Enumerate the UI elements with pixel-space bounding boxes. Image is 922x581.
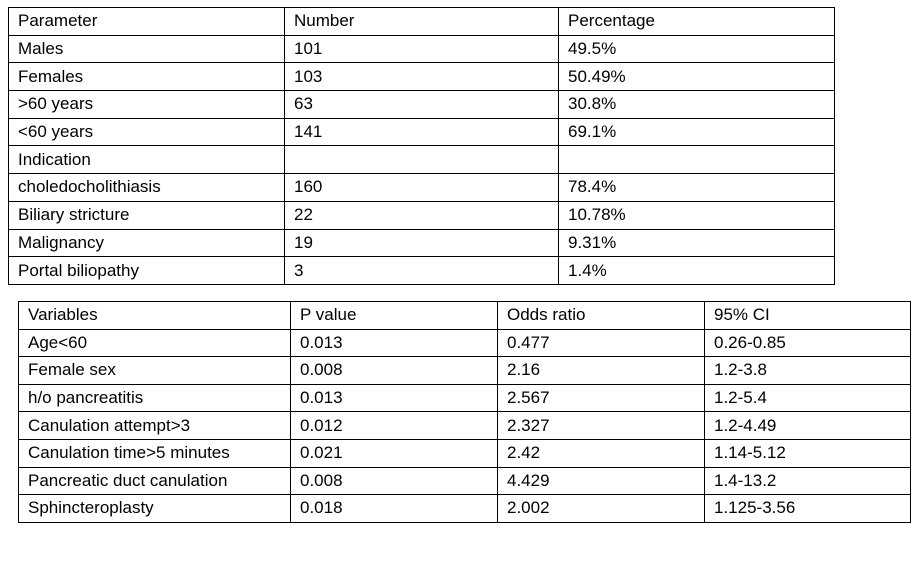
table-cell: 50.49% xyxy=(559,63,835,91)
table-row xyxy=(9,63,835,91)
table-cell: 69.1% xyxy=(559,118,835,146)
table-cell: 1.125-3.56 xyxy=(705,495,911,523)
table-row xyxy=(19,329,911,357)
table-cell: Biliary stricture xyxy=(9,201,285,229)
table-cell: 0.008 xyxy=(291,467,498,495)
table-header-row xyxy=(19,302,911,330)
table-row xyxy=(19,412,911,440)
table-cell: 19 xyxy=(285,229,559,257)
header-cell: 95% CI xyxy=(705,302,911,330)
table-row xyxy=(19,357,911,385)
table-cell: 101 xyxy=(285,35,559,63)
demographics-table xyxy=(8,7,835,285)
table-cell xyxy=(285,146,559,174)
table-cell: Canulation attempt>3 xyxy=(19,412,291,440)
table-row xyxy=(19,467,911,495)
table-cell: Female sex xyxy=(19,357,291,385)
table-cell: Sphincteroplasty xyxy=(19,495,291,523)
table-cell: 141 xyxy=(285,118,559,146)
table-row xyxy=(9,118,835,146)
table-row xyxy=(9,91,835,119)
table-cell: 2.567 xyxy=(498,384,705,412)
table-cell: Males xyxy=(9,35,285,63)
table-row xyxy=(9,174,835,202)
table-cell: 63 xyxy=(285,91,559,119)
table-cell: >60 years xyxy=(9,91,285,119)
table-cell: 0.013 xyxy=(291,384,498,412)
table-cell: 103 xyxy=(285,63,559,91)
header-cell: Odds ratio xyxy=(498,302,705,330)
table-cell: 0.008 xyxy=(291,357,498,385)
table-row xyxy=(9,229,835,257)
table-cell: <60 years xyxy=(9,118,285,146)
table-cell: Portal biliopathy xyxy=(9,257,285,285)
table-cell: Indication xyxy=(9,146,285,174)
header-cell: Parameter xyxy=(9,8,285,36)
table-cell: 1.4-13.2 xyxy=(705,467,911,495)
table-cell: 22 xyxy=(285,201,559,229)
table-cell: 1.14-5.12 xyxy=(705,439,911,467)
header-cell: Number xyxy=(285,8,559,36)
table-cell: 0.477 xyxy=(498,329,705,357)
table-cell: 160 xyxy=(285,174,559,202)
table-cell: 1.2-5.4 xyxy=(705,384,911,412)
table-row xyxy=(19,495,911,523)
table-row xyxy=(9,35,835,63)
table-row xyxy=(19,384,911,412)
table-cell: Pancreatic duct canulation xyxy=(19,467,291,495)
table-row xyxy=(9,201,835,229)
table-row xyxy=(19,439,911,467)
table-cell: 2.42 xyxy=(498,439,705,467)
table-cell: Females xyxy=(9,63,285,91)
table-row xyxy=(9,146,835,174)
table-cell: 10.78% xyxy=(559,201,835,229)
table-cell: Age<60 xyxy=(19,329,291,357)
table-cell: 0.018 xyxy=(291,495,498,523)
table-cell: 1.2-4.49 xyxy=(705,412,911,440)
table-cell: 0.013 xyxy=(291,329,498,357)
header-cell: Variables xyxy=(19,302,291,330)
table-cell: 3 xyxy=(285,257,559,285)
table-cell: Canulation time>5 minutes xyxy=(19,439,291,467)
table-cell: 0.021 xyxy=(291,439,498,467)
table-cell: 0.26-0.85 xyxy=(705,329,911,357)
risk-factors-table xyxy=(18,301,911,523)
table-cell: Malignancy xyxy=(9,229,285,257)
table-header-row xyxy=(9,8,835,36)
table-cell: h/o pancreatitis xyxy=(19,384,291,412)
table-cell: 30.8% xyxy=(559,91,835,119)
table-cell: 1.2-3.8 xyxy=(705,357,911,385)
table-cell: 2.327 xyxy=(498,412,705,440)
table-cell: 1.4% xyxy=(559,257,835,285)
table-cell: 2.16 xyxy=(498,357,705,385)
header-cell: P value xyxy=(291,302,498,330)
table-cell: 4.429 xyxy=(498,467,705,495)
table-cell xyxy=(559,146,835,174)
table-cell: 49.5% xyxy=(559,35,835,63)
table-cell: 2.002 xyxy=(498,495,705,523)
table-cell: choledocholithiasis xyxy=(9,174,285,202)
table-cell: 0.012 xyxy=(291,412,498,440)
table-cell: 9.31% xyxy=(559,229,835,257)
header-cell: Percentage xyxy=(559,8,835,36)
table-row xyxy=(9,257,835,285)
table-cell: 78.4% xyxy=(559,174,835,202)
